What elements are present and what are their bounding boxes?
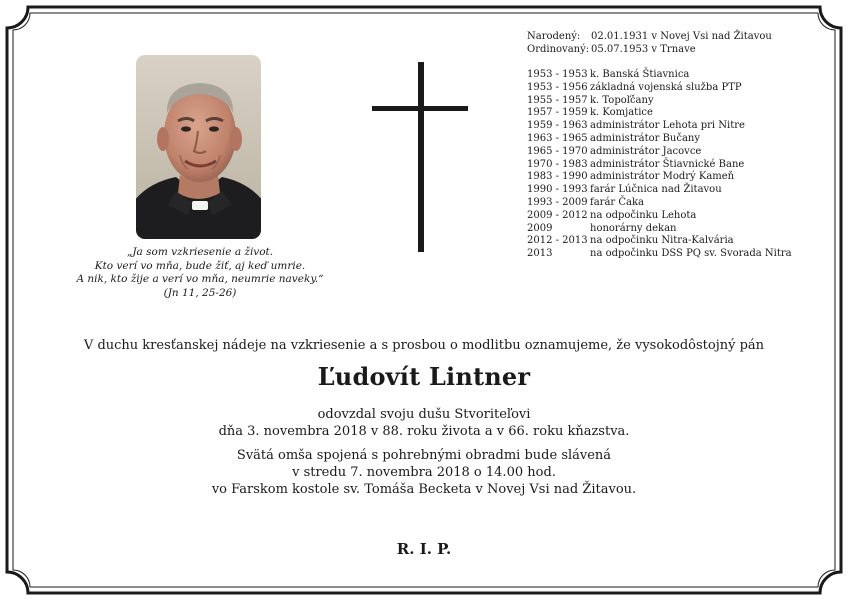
quote-line: A nik, kto žije a verí vo mňa, neumrie naveky.“	[76, 273, 324, 286]
career-place: administrátor Bučany	[590, 132, 701, 144]
career-row	[527, 171, 792, 184]
career-years: 1970 - 1983	[527, 158, 588, 170]
career-place: k. Komjatice	[590, 107, 653, 119]
info-value: 05.07.1953 v Trnave	[591, 43, 696, 55]
cross-icon-crossbar	[372, 106, 468, 111]
mass-line: vo Farskom kostole sv. Tomáša Becketa v Novej Vsi nad Žitavou.	[211, 482, 637, 497]
career-years: 1953 - 1953	[527, 69, 588, 80]
portrait-photo	[136, 55, 261, 239]
mass-line: v stredu 7. novembra 2018 o 14.00 hod.	[292, 465, 556, 480]
career-row	[527, 223, 792, 236]
info-row-born	[527, 31, 772, 44]
career-place: farár Čaka	[590, 196, 644, 208]
career-row	[527, 133, 792, 146]
career-years: 2012 - 2013	[527, 235, 588, 247]
career-place: k. Topoľčany	[590, 94, 654, 106]
career-row	[527, 69, 792, 82]
rip-text: R. I. P.	[396, 540, 452, 558]
deceased-name: Ľudovít Lintner	[317, 362, 531, 391]
career-place: základná vojenská služba PTP	[590, 81, 742, 93]
career-row	[527, 248, 792, 261]
career-list	[527, 69, 792, 261]
career-row	[527, 197, 792, 210]
announcement-intro: V duchu kresťanskej nádeje na vzkriesenie a s prosbou o modlitbu oznamujeme, že vysokodôstojný pán	[83, 338, 765, 353]
career-place: farár Lúčnica nad Žitavou	[590, 184, 722, 196]
mass-line: Svätá omša spojená s pohrebnými obradmi bude slávená	[236, 448, 612, 463]
career-row	[527, 184, 792, 197]
career-place: administrátor Lehota pri Nitre	[590, 120, 745, 132]
death-line: dňa 3. novembra 2018 v 88. roku života a v 66. roku kňazstva.	[218, 424, 630, 439]
career-place: administrátor Modrý Kameň	[590, 171, 735, 183]
career-place: administrátor Jacovce	[590, 145, 702, 157]
career-row	[527, 82, 792, 95]
death-line: odovzdal svoju dušu Stvoriteľovi	[317, 407, 531, 422]
death-notice	[0, 406, 848, 440]
career-row	[527, 210, 792, 223]
career-years: 2009	[527, 222, 553, 234]
personal-info	[527, 31, 772, 57]
career-place: k. Banská Štiavnica	[590, 69, 690, 80]
info-label: Narodený:	[527, 31, 581, 42]
career-row	[527, 95, 792, 108]
career-years: 1993 - 2009	[527, 196, 588, 208]
quote-line: Kto verí vo mňa, bude žiť, aj keď umrie.	[94, 259, 306, 272]
career-years: 1959 - 1963	[527, 120, 588, 132]
career-place: honorárny dekan	[590, 222, 677, 234]
career-years: 1965 - 1970	[527, 145, 588, 157]
career-years: 2013	[527, 248, 553, 260]
career-place: na odpočinku Lehota	[590, 209, 697, 221]
career-row	[527, 120, 792, 133]
career-row	[527, 107, 792, 120]
bible-quote	[60, 246, 340, 300]
career-years: 1963 - 1965	[527, 132, 588, 144]
career-place: administrátor Štiavnické Bane	[590, 158, 745, 170]
info-label: Ordinovaný:	[527, 43, 590, 55]
career-row	[527, 159, 792, 172]
career-years: 1957 - 1959	[527, 107, 588, 119]
career-row	[527, 235, 792, 248]
career-years: 1983 - 1990	[527, 171, 588, 183]
info-value: 02.01.1931 v Novej Vsi nad Žitavou	[591, 31, 772, 42]
quote-source: (Jn 11, 25-26)	[163, 286, 237, 299]
career-place: na odpočinku DSS PQ sv. Svorada Nitra	[590, 248, 792, 260]
career-row	[527, 146, 792, 159]
career-years: 1953 - 1956	[527, 81, 588, 93]
career-place: na odpočinku Nitra-Kalvária	[590, 235, 734, 247]
info-row-ordained	[527, 44, 772, 57]
career-years: 1990 - 1993	[527, 184, 588, 196]
quote-line: „Ja som vzkriesenie a život.	[126, 246, 274, 258]
cross-icon	[418, 62, 424, 252]
career-years: 2009 - 2012	[527, 209, 588, 221]
funeral-mass-notice	[0, 447, 848, 498]
career-years: 1955 - 1957	[527, 94, 588, 106]
